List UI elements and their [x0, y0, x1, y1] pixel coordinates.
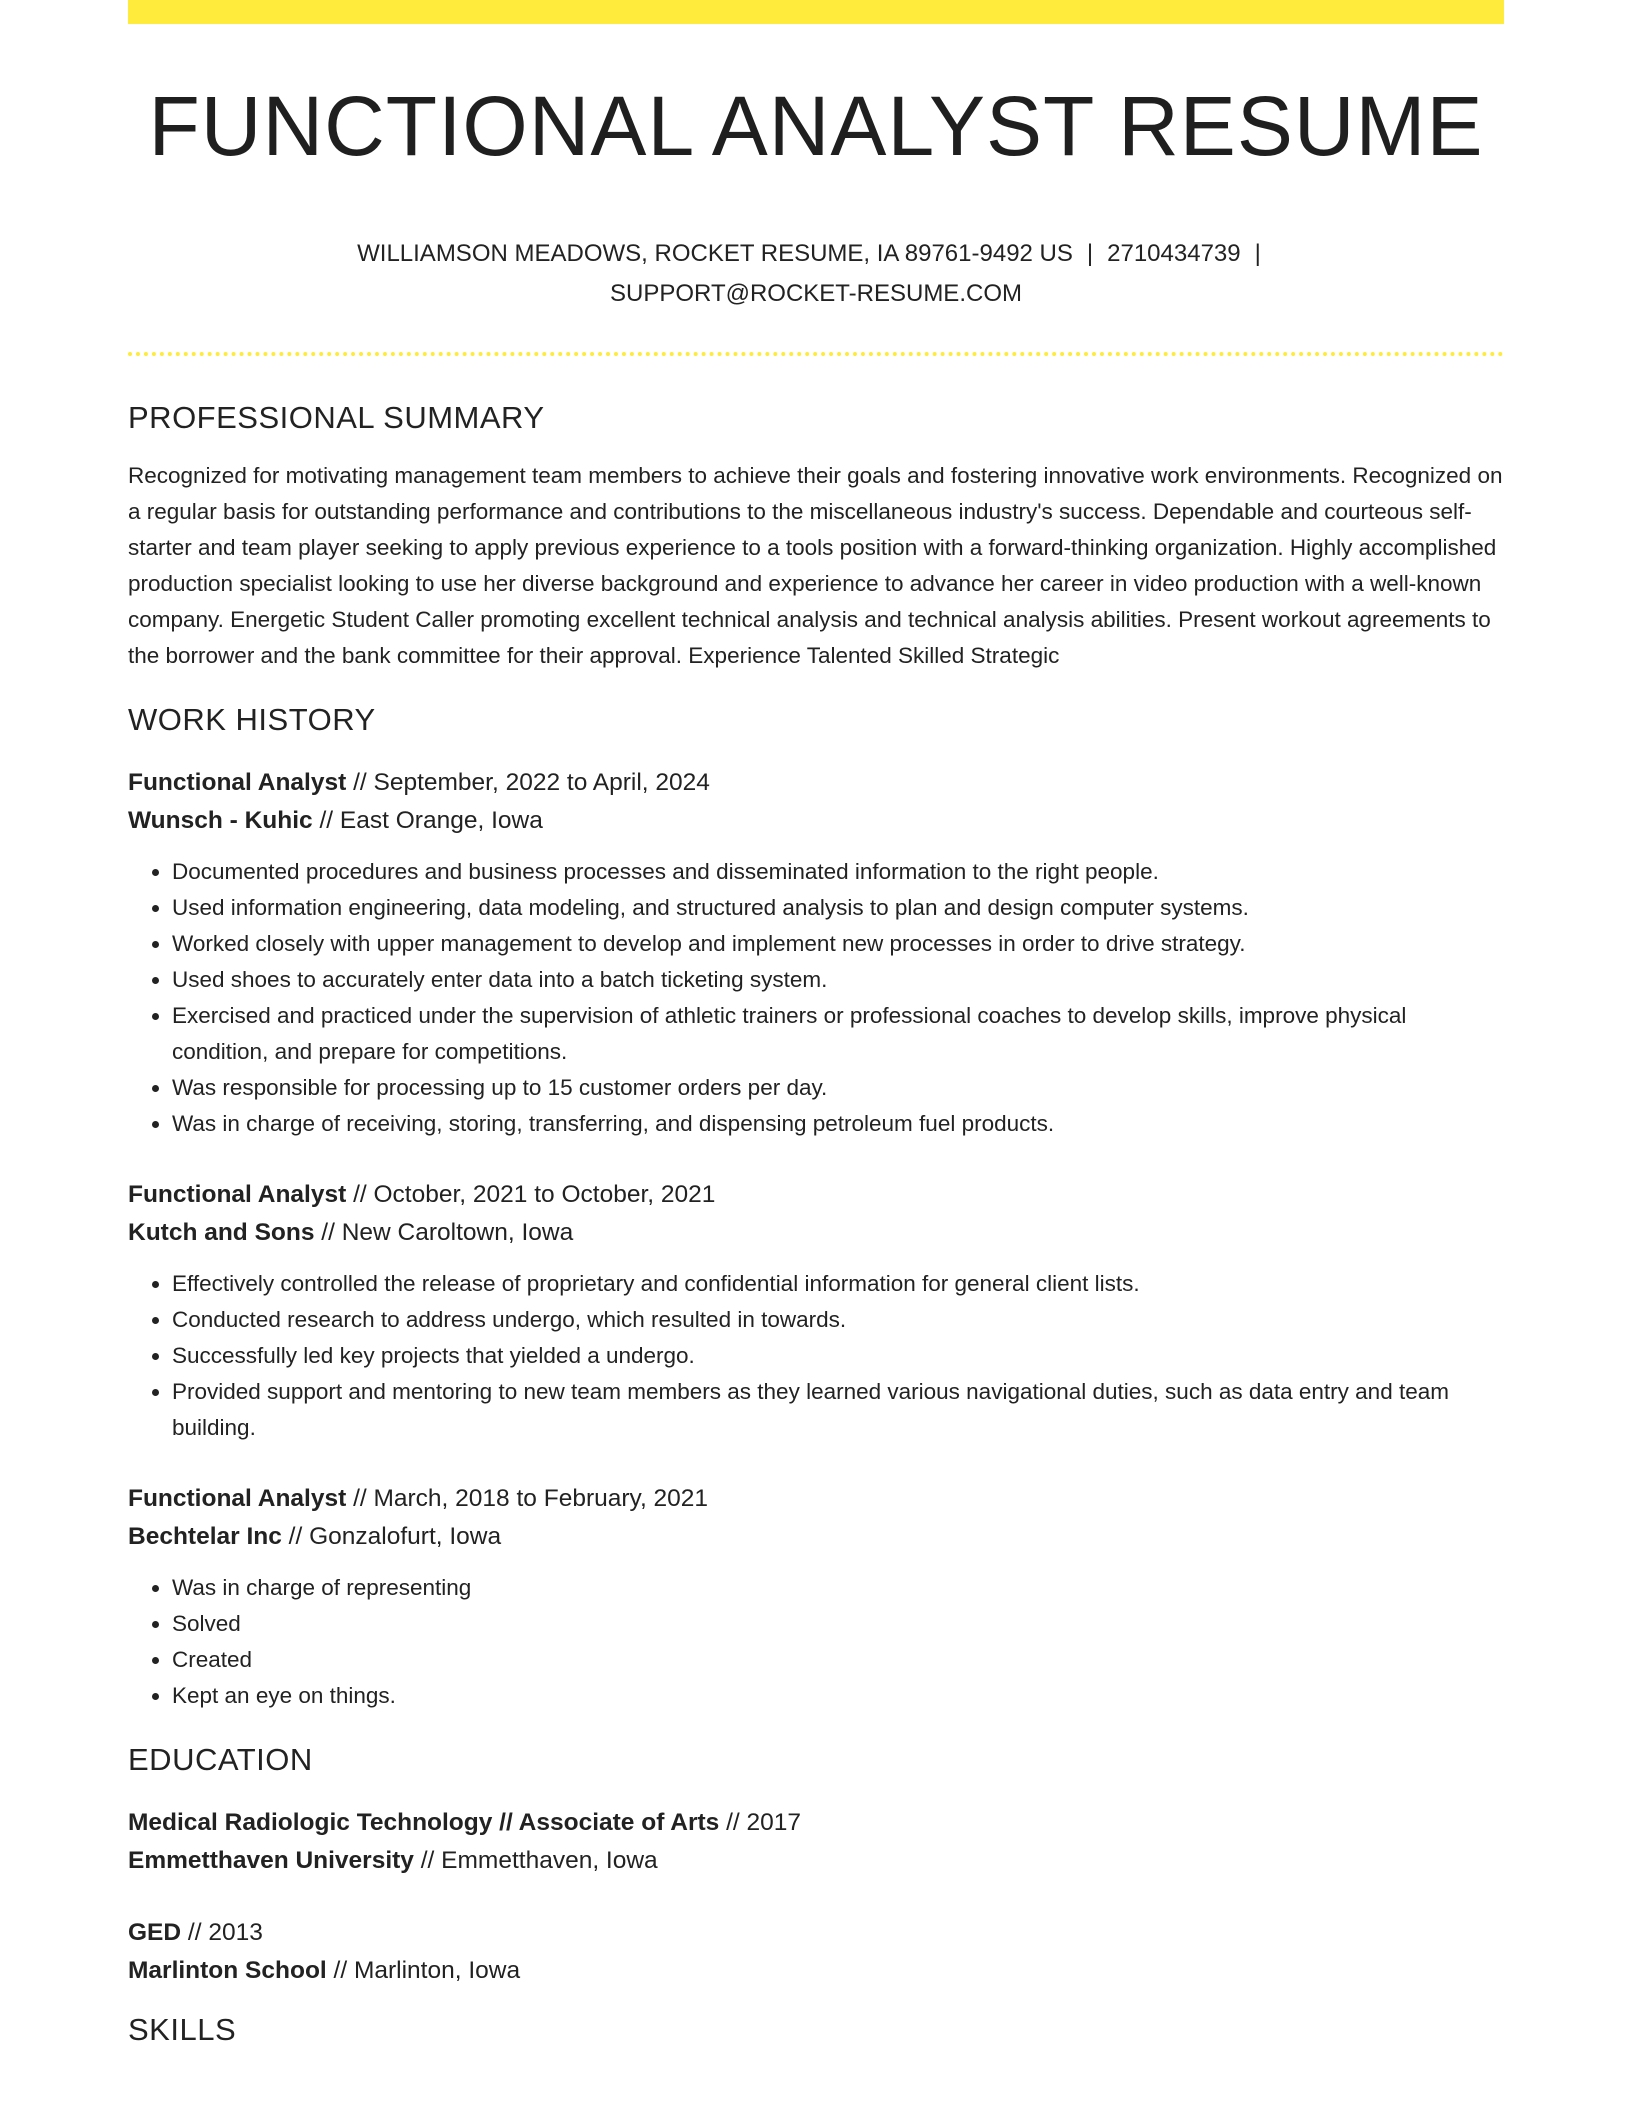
resume-page	[128, 0, 1504, 2048]
job-location: // New Caroltown, Iowa	[314, 1219, 574, 1246]
job-title: Functional Analyst	[128, 769, 347, 796]
education-entry	[128, 1914, 1504, 1990]
job-title-line	[128, 1176, 1504, 1214]
job-entry	[128, 1176, 1504, 1446]
contact-separator: |	[1086, 240, 1094, 267]
education-degree-line	[128, 1914, 1504, 1952]
job-bullet: • Effectively controlled the release of proprietary and confidential information for general client lists.	[172, 1266, 1504, 1302]
contact-phone: 2710434739	[1107, 240, 1241, 267]
education-degree-line	[128, 1804, 1504, 1842]
education-heading: EDUCATION	[128, 1742, 313, 1777]
job-bullet: • Provided support and mentoring to new team members as they learned various navigational duties, such as data entry and team building.	[172, 1374, 1504, 1446]
education-location: // Emmetthaven, Iowa	[413, 1847, 658, 1874]
job-bullet: • Exercised and practiced under the supervision of athletic trainers or professional coaches to develop skills, improve physical condition, and prepare for competitions.	[172, 998, 1504, 1070]
contact-info	[128, 234, 1504, 314]
education-degree: GED	[128, 1919, 182, 1946]
contact-separator: |	[1254, 240, 1261, 267]
resume-title: FUNCTIONAL ANALYST RESUME	[148, 79, 1484, 173]
education-degree: Medical Radiologic Technology // Associate of Arts	[128, 1809, 720, 1836]
job-location: // Gonzalofurt, Iowa	[281, 1523, 502, 1550]
job-company: Kutch and Sons	[128, 1219, 315, 1246]
job-title-line	[128, 764, 1504, 802]
job-bullet: • Successfully led key projects that yielded a undergo.	[172, 1338, 1504, 1374]
summary-text: Recognized for motivating management team members to achieve their goals and fostering innovative work environments. Recognized on a regular basis for outstanding performance and contributions to the miscellaneous industry's success. Dependable and courteous self-starter and team player seeking to apply previous experience to a tools position with a forward-thinking organization. Highly accomplished production specialist looking to use her diverse background and experience to advance her career in video production with a well-known company. Energetic Student Caller promoting excellent technical analysis and technical analysis abilities. Present workout agreements to the borrower and the bank committee for their approval. Experience Talented Skilled Strategic	[128, 463, 1503, 668]
job-title: Functional Analyst	[128, 1181, 347, 1208]
contact-email: SUPPORT@ROCKET-RESUME.COM	[610, 280, 1022, 307]
job-company-line	[128, 1518, 1504, 1556]
education-school-line	[128, 1952, 1504, 1990]
contact-address: WILLIAMSON MEADOWS, ROCKET RESUME, IA 89761-9492 US	[357, 240, 1073, 267]
dotted-divider	[128, 352, 1504, 356]
education-entry	[128, 1804, 1504, 1880]
job-bullet: • Conducted research to address undergo, which resulted in towards.	[172, 1302, 1504, 1338]
job-bullets	[128, 1570, 1504, 1714]
job-title: Functional Analyst	[128, 1485, 347, 1512]
summary-heading: PROFESSIONAL SUMMARY	[128, 400, 545, 435]
skills-heading: SKILLS	[128, 2012, 237, 2047]
job-bullet: • Used shoes to accurately enter data into a batch ticketing system.	[172, 962, 1504, 998]
education-school: Emmetthaven University	[128, 1847, 414, 1874]
education-year: // 2017	[719, 1809, 802, 1836]
job-bullet: • Solved	[172, 1606, 1504, 1642]
job-bullet: • Was in charge of representing	[172, 1570, 1504, 1606]
job-dates: // October, 2021 to October, 2021	[346, 1181, 716, 1208]
job-bullet: • Used information engineering, data modeling, and structured analysis to plan and design computer systems.	[172, 890, 1504, 926]
job-location: // East Orange, Iowa	[312, 807, 543, 834]
job-bullet: • Worked closely with upper management to develop and implement new processes in order to drive strategy.	[172, 926, 1504, 962]
work-history-heading: WORK HISTORY	[128, 702, 376, 737]
job-company: Bechtelar Inc	[128, 1523, 282, 1550]
education-location: // Marlinton, Iowa	[326, 1957, 521, 1984]
job-bullet: • Created	[172, 1642, 1504, 1678]
education-school: Marlinton School	[128, 1957, 327, 1984]
job-entry	[128, 764, 1504, 1142]
education-school-line	[128, 1842, 1504, 1880]
job-bullets	[128, 854, 1504, 1142]
job-entry	[128, 1480, 1504, 1714]
job-bullet: • Was in charge of receiving, storing, transferring, and dispensing petroleum fuel products.	[172, 1106, 1504, 1142]
job-dates: // March, 2018 to February, 2021	[346, 1485, 709, 1512]
job-company-line	[128, 802, 1504, 840]
job-bullet: • Documented procedures and business processes and disseminated information to the right people.	[172, 854, 1504, 890]
job-bullet: • Was responsible for processing up to 15 customer orders per day.	[172, 1070, 1504, 1106]
job-bullets	[128, 1266, 1504, 1446]
education-year: // 2013	[181, 1919, 263, 1946]
job-title-line	[128, 1480, 1504, 1518]
job-bullet: • Kept an eye on things.	[172, 1678, 1504, 1714]
job-dates: // September, 2022 to April, 2024	[346, 769, 710, 796]
job-company: Wunsch - Kuhic	[128, 807, 313, 834]
job-company-line	[128, 1214, 1504, 1252]
accent-top-bar	[128, 0, 1504, 24]
